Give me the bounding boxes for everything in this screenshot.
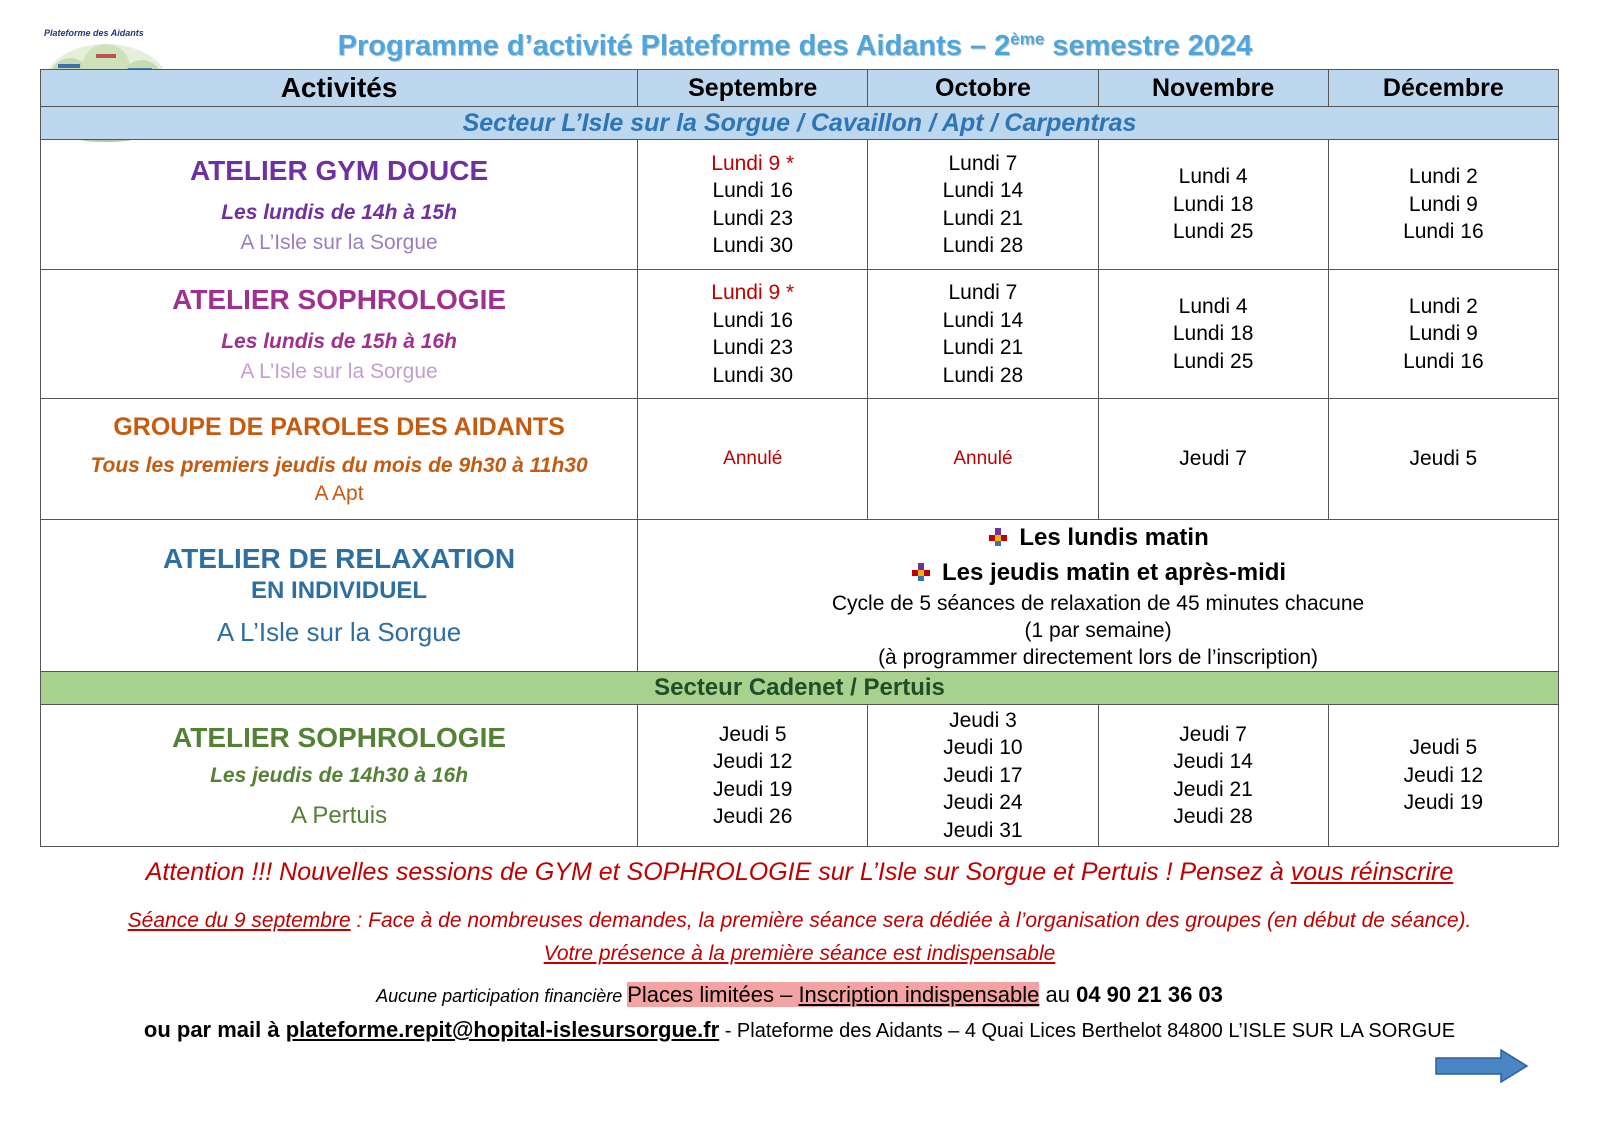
date-item: Lundi 16: [712, 308, 794, 332]
dates-december: [1328, 705, 1558, 847]
date-item: Lundi 23: [712, 336, 794, 359]
date-item: Jeudi 31: [943, 818, 1023, 842]
date-item: Lundi 16: [1403, 220, 1484, 244]
activity-schedule: Les lundis de 14h à 15h: [221, 200, 457, 224]
activity-place: A L’Isle sur la Sorgue: [216, 617, 462, 647]
date-item: Jeudi 5: [718, 722, 787, 746]
date-item: Lundi 4: [1178, 165, 1248, 189]
sector-row-cadenet: [41, 672, 1559, 705]
date-item: Jeudi 12: [1403, 763, 1484, 787]
relax-line-1: Cycle de 5 séances de relaxation de 45 minutes chacune: [831, 592, 1365, 615]
sector-row-isle: [41, 107, 1559, 140]
dates-october: [868, 140, 1098, 270]
date-item: Lundi 7: [948, 151, 1018, 175]
header-november: Novembre: [1098, 70, 1328, 107]
activity-name: ATELIER DE RELAXATION: [163, 543, 516, 574]
schedule-table: [40, 69, 1559, 847]
logo-title: Plateforme des Aidants: [44, 28, 144, 38]
date-item: Lundi 9: [1408, 192, 1478, 216]
next-page-arrow-icon[interactable]: [1435, 1049, 1529, 1083]
date-item: Jeudi 5: [1409, 447, 1478, 471]
date-item: Lundi 18: [1172, 322, 1254, 346]
row-sophrologie: [41, 270, 1559, 399]
date-item: Lundi 14: [942, 179, 1024, 202]
date-item: Jeudi 7: [1179, 447, 1247, 471]
activity-relaxation: [41, 520, 638, 672]
presence-text: Votre présence à la première séance est indispensable: [543, 942, 1056, 965]
activity-place: A Pertuis: [291, 801, 388, 829]
date-item: Lundi 4: [1178, 294, 1248, 318]
dates-december: [1328, 140, 1558, 270]
title-sup: ème: [1010, 29, 1045, 49]
row-relaxation: [41, 520, 1559, 672]
date-item: Jeudi 7: [1179, 722, 1247, 746]
bullet-cross-icon: [987, 526, 1009, 548]
date-item: Lundi 2: [1408, 294, 1478, 318]
date-item: Jeudi 21: [1173, 777, 1253, 801]
date-item: Lundi 21: [942, 336, 1024, 359]
dates-september: [638, 399, 868, 520]
date-item: Lundi 18: [1172, 192, 1254, 216]
date-item: Jeudi 24: [943, 791, 1023, 815]
registration-line: [0, 982, 1599, 1008]
date-item: Lundi 23: [712, 206, 794, 230]
date-item: Lundi 14: [942, 308, 1024, 332]
date-item: Jeudi 19: [1403, 791, 1484, 815]
activity-sophrologie: [41, 270, 638, 399]
date-item: Lundi 16: [1403, 349, 1484, 373]
activity-subtitle: EN INDIVIDUEL: [251, 577, 428, 604]
email-link[interactable]: plateforme.repit@hopital-islesursorgue.fr: [285, 1017, 720, 1042]
dates-november: [1098, 140, 1328, 270]
dates-september: [638, 270, 868, 399]
date-item: Lundi 9 *: [711, 281, 795, 304]
date-item: Jeudi 28: [1173, 805, 1253, 828]
sector-cadenet-label: Secteur Cadenet / Pertuis: [41, 672, 1559, 705]
date-item: Jeudi 14: [1173, 750, 1253, 773]
september-note: [0, 909, 1599, 933]
date-item: Lundi 9 *: [711, 151, 795, 175]
date-item: Lundi 28: [942, 363, 1024, 387]
activity-name: ATELIER SOPHROLOGIE: [172, 284, 507, 315]
limited-places-text: Places limitées –: [627, 982, 799, 1007]
row-gym-douce: [41, 140, 1559, 270]
dates-november: [1098, 399, 1328, 520]
dates-september: [638, 140, 868, 270]
relax-bullet-2-text: Les jeudis matin et après-midi: [942, 559, 1287, 586]
reinscription-link[interactable]: vous réinscrire: [1290, 858, 1454, 886]
date-item: Lundi 28: [942, 234, 1024, 257]
row-sophrologie-pertuis: [41, 705, 1559, 847]
activity-name: ATELIER SOPHROLOGIE: [172, 721, 507, 753]
date-item: Lundi 2: [1408, 165, 1478, 189]
dates-october: [868, 270, 1098, 399]
header-september: Septembre: [638, 70, 868, 107]
relax-line-2: (1 par semaine): [1024, 619, 1172, 642]
bullet-cross-icon: [910, 561, 932, 583]
contact-line: [0, 1017, 1599, 1043]
relax-bullet-1: [638, 520, 1558, 555]
date-item: Jeudi 12: [713, 750, 793, 773]
dates-november: [1098, 270, 1328, 399]
dates-november: [1098, 705, 1328, 847]
address-text: - Plateforme des Aidants – 4 Quai Lices Berthelot 84800 L’ISLE SUR LA SORGUE: [719, 1020, 1456, 1042]
cancelled-label: Annulé: [723, 448, 783, 470]
activity-place: A Apt: [314, 481, 364, 505]
relax-bullet-1-text: Les lundis matin: [1019, 524, 1209, 551]
dates-september: [638, 705, 868, 847]
attention-text: Attention !!! Nouvelles sessions de GYM et SOPHROLOGIE sur L’Isle sur Sorgue et Pertuis ! Pensez à: [145, 858, 1291, 886]
activity-schedule: Tous les premiers jeudis du mois de 9h30 à 11h30: [90, 453, 588, 477]
september-note-text: : Face à de nombreuses demandes, la première séance sera dédiée à l’organisation des groupes (en début de séance).: [350, 909, 1472, 932]
activity-name: GROUPE DE PAROLES DES AIDANTS: [113, 412, 565, 441]
cancelled-label: Annulé: [953, 448, 1013, 470]
attention-notice: [0, 858, 1599, 887]
sector-isle-label: Secteur L’Isle sur la Sorgue / Cavaillon / Apt / Carpentras: [41, 107, 1559, 140]
activity-schedule: Les lundis de 15h à 16h: [221, 330, 457, 353]
title-end: semestre 2024: [1044, 30, 1253, 62]
inscription-text: Inscription indispensable: [798, 982, 1040, 1007]
dates-october: [868, 705, 1098, 847]
header-row: [41, 70, 1559, 107]
date-item: Jeudi 10: [943, 736, 1023, 760]
relax-line-3: (à programmer directement lors de l’inscription): [878, 646, 1319, 669]
date-item: Lundi 30: [712, 234, 794, 257]
date-item: Lundi 16: [712, 179, 794, 202]
au-text: au: [1039, 982, 1077, 1007]
header-activities: Activités: [41, 70, 638, 107]
september-note-link: Séance du 9 septembre: [127, 909, 351, 932]
row-groupe-paroles: [41, 399, 1559, 520]
title-main: Programme d’activité Plateforme des Aidants – 2: [337, 30, 1011, 62]
date-item: Lundi 21: [942, 206, 1024, 230]
activity-schedule: Les jeudis de 14h30 à 16h: [210, 763, 469, 787]
activity-sophrologie-pertuis: [41, 705, 638, 847]
no-cost-text: Aucune participation financière: [376, 986, 628, 1006]
date-item: Lundi 25: [1172, 349, 1254, 373]
date-item: Lundi 25: [1172, 220, 1254, 244]
dates-october: [868, 399, 1098, 520]
activity-place: A L’Isle sur la Sorgue: [240, 230, 438, 254]
date-item: Lundi 9: [1408, 322, 1478, 346]
date-item: Jeudi 26: [713, 805, 793, 828]
dates-december: [1328, 270, 1558, 399]
date-item: Jeudi 5: [1409, 736, 1478, 760]
header-october: Octobre: [868, 70, 1098, 107]
page-title: [170, 30, 1420, 63]
date-item: Jeudi 17: [943, 763, 1023, 787]
relaxation-info: [638, 520, 1559, 672]
limited-places-highlight: [627, 982, 1039, 1007]
date-item: Lundi 7: [948, 281, 1018, 304]
activity-name: ATELIER GYM DOUCE: [189, 154, 489, 186]
header-december: Décembre: [1328, 70, 1558, 107]
presence-note: [0, 942, 1599, 966]
date-item: Jeudi 3: [949, 708, 1017, 732]
activity-groupe-paroles: [41, 399, 638, 520]
dates-december: [1328, 399, 1558, 520]
phone-number[interactable]: 04 90 21 36 03: [1076, 982, 1223, 1007]
date-item: Jeudi 19: [713, 777, 793, 801]
activity-place: A L’Isle sur la Sorgue: [240, 360, 438, 383]
date-item: Lundi 30: [712, 363, 794, 387]
relax-bullet-2: [638, 555, 1558, 590]
activity-gym: [41, 140, 638, 270]
mail-prefix: ou par mail à: [143, 1017, 286, 1042]
